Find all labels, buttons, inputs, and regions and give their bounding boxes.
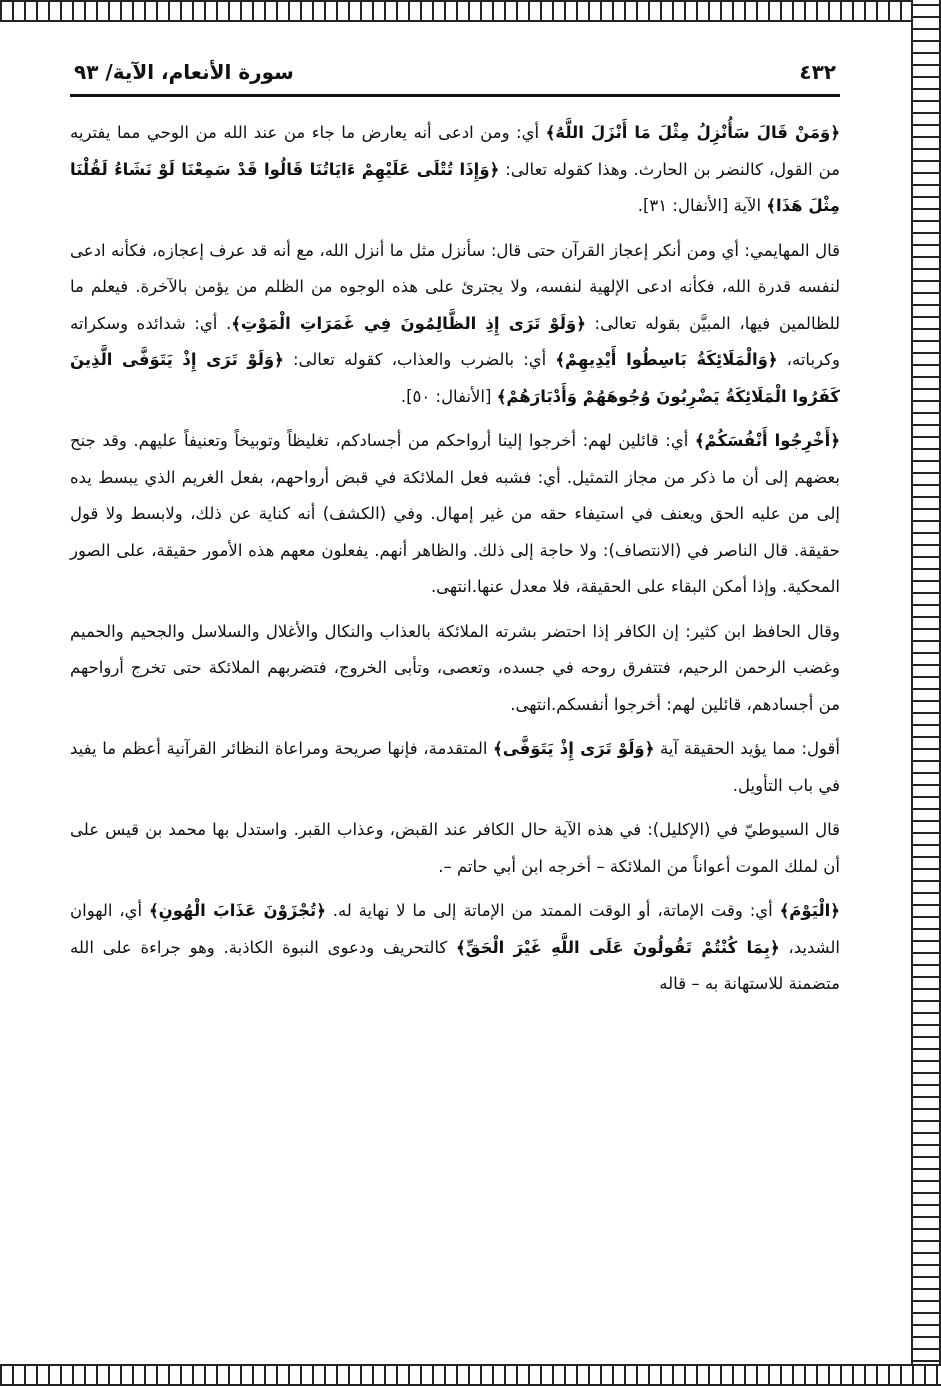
paragraph-4 bbox=[70, 614, 840, 724]
paragraph-2 bbox=[70, 233, 840, 416]
commentary-text: أي، الهوان الشديد، bbox=[70, 901, 840, 957]
paragraph-3 bbox=[70, 423, 840, 606]
commentary-text: أي: قائلين لهم: أخرجوا إلينا أرواحكم من أجسادكم، تغليظاً وتوبيخاً وتعنيفاً عليهم. وقد جنح بعضهم إلى أن ما ذكر من مجاز التمثيل. أي: فشبه فعل الملائكة في قبض أرواحهم، بفعل الغريم الذي يبسط يده إلى من عليه الحق ويعنف في استيفاء حقه من غير إمهال. وفي (الكشف) أنه كناية عن ذلك، ولابسط ولا قول حقيقة. قال الناصر في (الانتصاف): ولا حاجة إلى ذلك. والظاهر أنهم. يفعلون معهم هذه الأمور حقيقة، على الصور المحكية. وإذا أمكن البقاء على الحقيقة، فلا معدل عنها.انتهى. bbox=[70, 431, 840, 596]
paragraph-1 bbox=[70, 115, 840, 225]
decorative-border-bottom bbox=[0, 1364, 941, 1386]
quran-verse: ﴿أَخْرِجُوا أَنْفُسَكُمْ﴾ bbox=[694, 431, 840, 450]
surah-title: سورة الأنعام، الآية/ ٩٣ bbox=[74, 60, 294, 84]
quran-verse: ﴿بِمَا كُنْتُمْ تَقُولُونَ عَلَى اللَّهِ غَيْرَ الْحَقِّ﴾ bbox=[456, 937, 780, 957]
commentary-text: قال المهايمي: أي ومن أنكر إعجاز القرآن حتى قال: سأنزل مثل ما أنزل الله، مع أنه قد عرف إعجازه، فكأنه ادعى لنفسه قدرة الله، فكأنه ادعى الإلهية لنفسه، ولا يجترئ على هذه الوجوه من الظلم من يؤمن بالآخرة. فيعلم ما للظالمين فيها، المبيَّن بقوله تعالى: bbox=[70, 240, 840, 333]
quran-verse: ﴿وَمَنْ قَالَ سَأُنْزِلُ مِثْلَ مَا أَنْزَلَ اللَّهُ﴾ bbox=[545, 123, 840, 142]
running-header bbox=[70, 60, 840, 97]
page-body bbox=[70, 115, 840, 1003]
book-page bbox=[70, 60, 840, 1011]
quran-verse: ﴿وَالْمَلَائِكَةُ بَاسِطُوا أَيْدِيهِمْ﴾ bbox=[555, 350, 778, 369]
commentary-text: أي: بالضرب والعذاب، كقوله تعالى: bbox=[283, 350, 556, 369]
page-number: ٤٣٢ bbox=[799, 60, 836, 84]
commentary-text: . أي: شدائده وسكراته وكرباته، bbox=[70, 313, 840, 369]
decorative-border-top bbox=[0, 0, 941, 22]
commentary-text: المتقدمة، فإنها صريحة ومراعاة النظائر القرآنية أعظم ما يفيد في باب التأويل. bbox=[70, 739, 840, 795]
paragraph-6 bbox=[70, 812, 840, 885]
decorative-border-right bbox=[911, 0, 941, 1386]
verse-reference: [الأنفال: ٥٠]. bbox=[400, 386, 497, 406]
quran-verse: ﴿وَلَوْ تَرَى إِذْ يَتَوَفَّى﴾ bbox=[493, 739, 655, 758]
quran-verse: ﴿وَلَوْ تَرَى إِذِ الظَّالِمُونَ فِي غَمَرَاتِ الْمَوْتِ﴾ bbox=[231, 313, 586, 333]
commentary-text: وقال الحافظ ابن كثير: إن الكافر إذا احتضر بشرته الملائكة بالعذاب والنكال والأغلال والسلاسل والجحيم والحميم وغضب الرحمن الرحيم، فتتفرق روحه في جسده، وتعصى، وتأبى الخروج، فتضربهم الملائكة حتى تخرج أرواحهم من أجسادهم، قائلين لهم: أخرجوا أنفسكم.انتهى. bbox=[70, 621, 840, 714]
quran-verse: ﴿الْيَوْمَ﴾ bbox=[779, 901, 840, 920]
commentary-text: كالتحريف ودعوى النبوة الكاذبة. وهو جراءة على الله متضمنة للاستهانة به – قاله bbox=[70, 937, 840, 993]
commentary-text: قال السيوطيّ في (الإكليل): في هذه الآية حال الكافر عند القبض، وعذاب القبر. واستدل بها محمد بن قيس على أن لملك الموت أعواناً من الملائكة – أخرجه ابن أبي حاتم –. bbox=[70, 820, 840, 876]
quran-verse: ﴿وَإِذَا تُتْلَى عَلَيْهِمْ ءَايَاتُنَا قَالُوا قَدْ سَمِعْنَا لَوْ نَشَاءُ لَقُلْنَا مِثْلَ هَذَا﴾ bbox=[70, 159, 840, 215]
commentary-text: أي: ومن ادعى أنه يعارض ما جاء من عند الله من الوحي مما يفتريه من القول، كالنضر بن الحارث. وهذا كقوله تعالى: bbox=[70, 123, 840, 179]
quran-verse: ﴿وَلَوْ تَرَى إِذْ يَتَوَفَّى الَّذِينَ كَفَرُوا الْمَلَائِكَةُ يَضْرِبُونَ وُجُوهَهُمْ وَأَدْبَارَهُمْ﴾ bbox=[70, 350, 840, 406]
commentary-text: أقول: مما يؤيد الحقيقة آية bbox=[654, 739, 840, 758]
quran-verse: ﴿تُجْزَوْنَ عَذَابَ الْهُونِ﴾ bbox=[148, 901, 326, 920]
commentary-text: أي: وقت الإماتة، أو الوقت الممتد من الإماتة إلى ما لا نهاية له. bbox=[325, 901, 780, 920]
verse-reference: الآية [الأنفال: ٣١]. bbox=[637, 196, 767, 215]
paragraph-5 bbox=[70, 731, 840, 804]
paragraph-7 bbox=[70, 893, 840, 1003]
